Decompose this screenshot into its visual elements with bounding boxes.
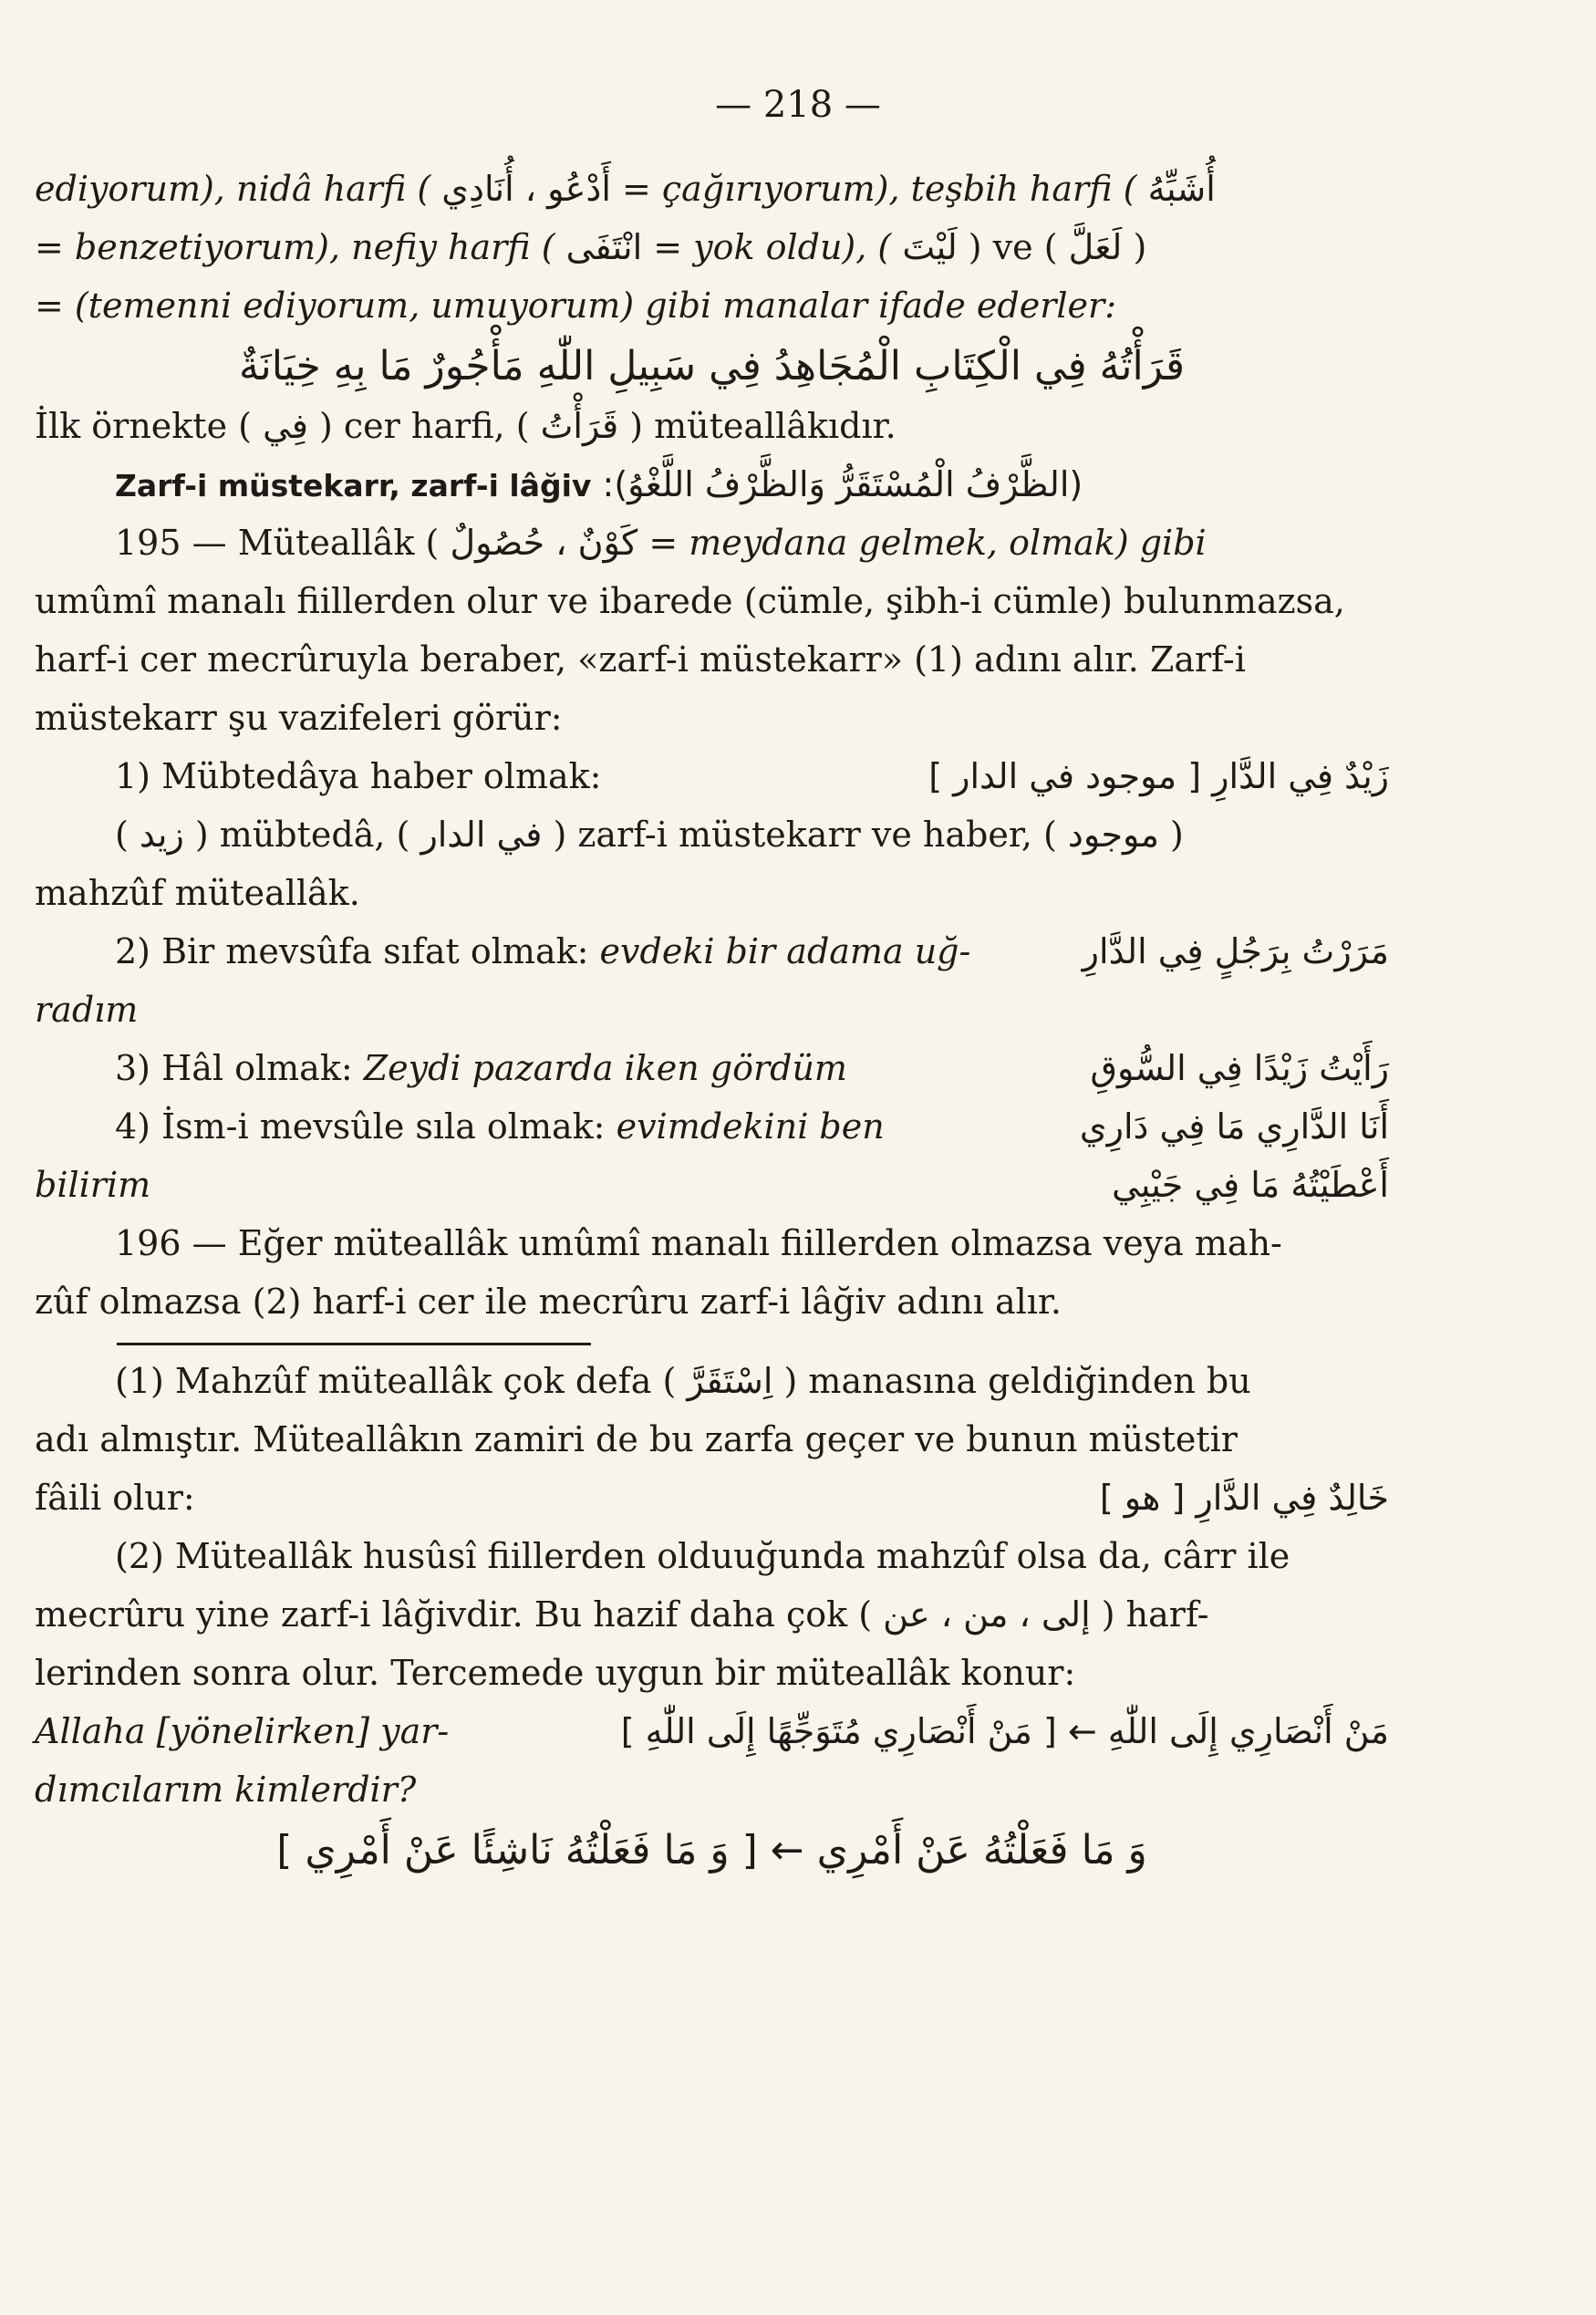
footnote-2-line-4	[35, 1711, 1389, 1751]
text-segment: ) manasına geldiğinden bu	[783, 1361, 1251, 1401]
paragraph-196-line-2: zûf olmazsa (2) harf-i cer ile mecrûru zarf-i lâğiv adını alır.	[35, 1282, 1062, 1322]
text-segment: = çağırıyorum), teşbih harfi (	[621, 169, 1137, 209]
arabic-text: لَعَلَّ	[1068, 227, 1123, 267]
item-1-note: mahzûf müteallâk.	[35, 873, 360, 913]
text-segment: İlk örnekte (	[35, 406, 252, 446]
text-segment: 2) Bir mevsûfa sıfat olmak:	[115, 931, 589, 971]
paragraph-195-line-4: müstekarr şu vazifeleri görür:	[35, 698, 563, 738]
item-2	[35, 931, 1389, 971]
footnote-1-line-1	[35, 1361, 1389, 1401]
text-segment: ) cer harfi, (	[319, 406, 530, 446]
text-segment: 3) Hâl olmak:	[115, 1048, 353, 1088]
arabic-text: رَأَيْتُ زَيْدًا فِي السُّوقِ	[1090, 1048, 1389, 1088]
item-1-explanation	[35, 817, 1389, 854]
item-1	[35, 756, 1389, 796]
line-2	[35, 227, 1389, 267]
arabic-text: في الدار	[420, 815, 543, 855]
footnote-2-line-5	[35, 1772, 1389, 1809]
arabic-text: أَعْطَيْتُهُ مَا فِي جَيْبِي	[1112, 1165, 1389, 1205]
page-number: — 218 —	[715, 84, 881, 126]
text-segment: Allaha [yönelirken] yar-	[35, 1711, 450, 1751]
arabic-text: موجود	[1067, 815, 1159, 855]
text-segment: = yok oldu), (	[653, 227, 892, 267]
arabic-text: خَالِدٌ فِي الدَّارِ [ هو ]	[1099, 1478, 1389, 1518]
text-segment: (1) Mahzûf müteallâk çok defa (	[115, 1361, 677, 1401]
arabic-text: لَيْتَ	[902, 227, 958, 267]
arabic-text: مَنْ أَنْصَارِي إِلَى اللّٰهِ ← [ مَنْ أَنْصَارِي مُتَوَجِّهًا إِلَى اللّٰهِ ]	[620, 1711, 1389, 1751]
line-1	[35, 171, 1389, 208]
footnote-2-line-3: lerinden sonra olur. Tercemede uygun bir müteallâk konur:	[35, 1653, 1076, 1693]
heading-text: Zarf-i müstekarr, zarf-i lâğiv	[115, 468, 592, 503]
arabic-text: مَرَرْتُ بِرَجُلٍ فِي الدَّارِ	[1082, 931, 1389, 971]
text-segment: 195 — Müteallâk (	[115, 523, 440, 563]
arabic-text: اِسْتَقَرَّ	[687, 1361, 773, 1401]
item-4	[35, 1106, 1389, 1147]
footnote-2-line-2	[35, 1594, 1389, 1635]
arabic-text: أَدْعُو ، أُنَادِي	[441, 169, 611, 209]
arabic-examples: قَرَأْتُهُ فِي الْكِتَابِ الْمُجَاهِدُ فِي سَبِيلِ اللّٰهِ مَأْجُورٌ مَا بِهِ خِيَانَةٌ	[238, 343, 1186, 389]
footnote-separator	[117, 1343, 591, 1345]
text-segment: mecrûru yine zarf-i lâğivdir. Bu hazif daha çok (	[35, 1594, 873, 1635]
paragraph-196-line-1: 196 — Eğer müteallâk umûmî manalı fiillerden olmazsa veya mah-	[115, 1223, 1282, 1263]
text-segment: ) zarf-i müstekarr ve haber, (	[553, 815, 1057, 855]
arabic-text: أَنَا الدَّارِي مَا فِي دَارِي	[1079, 1106, 1389, 1147]
text-segment: ) ve (	[968, 227, 1058, 267]
item-4-cont	[35, 1165, 1389, 1205]
text-segment: (	[115, 815, 129, 855]
text-segment: ediyorum), nidâ harfi (	[35, 169, 431, 209]
arabic-text: قَرَأْتُ	[540, 406, 619, 446]
text-segment: evdeki bir adama uğ-	[599, 931, 971, 971]
arabic-text: زيد	[139, 815, 184, 855]
footnote-2-arabic-example: وَ مَا فَعَلْتُهُ عَنْ أَمْرِي ← [ وَ مَا فَعَلْتُهُ نَاشِئًا عَنْ أَمْرِي ]	[276, 1827, 1147, 1874]
text-segment: )	[1170, 815, 1184, 855]
text-segment: ) mübtedâ, (	[194, 815, 410, 855]
body-text	[35, 171, 1389, 1893]
footnote-1-line-3	[35, 1480, 1389, 1517]
arabic-text: (الظَّرْفُ الْمُسْتَقَرُّ وَالظَّرْفُ اللَّغْوُ):	[602, 464, 1083, 504]
paragraph-195-line-2: umûmî manalı fiillerden olur ve ibarede (cümle, şibh-i cümle) bulunmazsa,	[35, 581, 1345, 621]
text-segment: = benzetiyorum), nefiy harfi (	[35, 227, 555, 267]
text-segment: 1) Mübtedâya haber olmak:	[115, 756, 602, 796]
text-segment: = meydana gelmek, olmak) gibi	[648, 523, 1207, 563]
item-3	[35, 1048, 1389, 1088]
arabic-text: انْتَفَى	[565, 227, 643, 267]
item-2-cont	[35, 992, 1389, 1029]
line-5	[35, 406, 1389, 446]
text-segment: )	[1133, 227, 1147, 267]
text-segment: evimdekini ben	[616, 1106, 885, 1147]
line-3	[35, 285, 1389, 326]
arabic-text: إلى ، من ، عن	[883, 1594, 1091, 1635]
section-heading	[35, 464, 1389, 504]
footnote-1-line-2: adı almıştır. Müteallâkın zamiri de bu zarfa geçer ve bunun müstetir	[35, 1419, 1238, 1459]
text-segment: ) harf-	[1101, 1594, 1209, 1635]
arabic-text: كَوْنٌ ، حُصُولٌ	[450, 523, 638, 563]
text-segment: 4) İsm-i mevsûle sıla olmak:	[115, 1106, 606, 1147]
text-segment: fâili olur:	[35, 1478, 195, 1518]
text-segment: bilirim	[35, 1165, 151, 1205]
text-segment: Zeydi pazarda iken gördüm	[363, 1048, 847, 1088]
arabic-text: أُشَبِّهُ	[1147, 169, 1216, 209]
text-segment: dımcılarım kimlerdir?	[35, 1770, 417, 1810]
arabic-text: زَيْدٌ فِي الدَّارِ [ موجود في الدار ]	[928, 756, 1389, 796]
paragraph-195-line-1	[35, 525, 1389, 562]
paragraph-195-line-3: harf-i cer mecrûruyla beraber, «zarf-i müstekarr» (1) adını alır. Zarf-i	[35, 639, 1246, 680]
text-segment: = (temenni ediyorum, umuyorum) gibi manalar ifade ederler:	[35, 285, 1116, 326]
footnote-2-line-1: (2) Müteallâk husûsî fiillerden olduuğunda mahzûf olsa da, cârr ile	[115, 1536, 1290, 1576]
text-segment: radım	[35, 990, 139, 1030]
text-segment: ) müteallâkıdır.	[629, 406, 896, 446]
arabic-text: فِي	[263, 406, 308, 446]
